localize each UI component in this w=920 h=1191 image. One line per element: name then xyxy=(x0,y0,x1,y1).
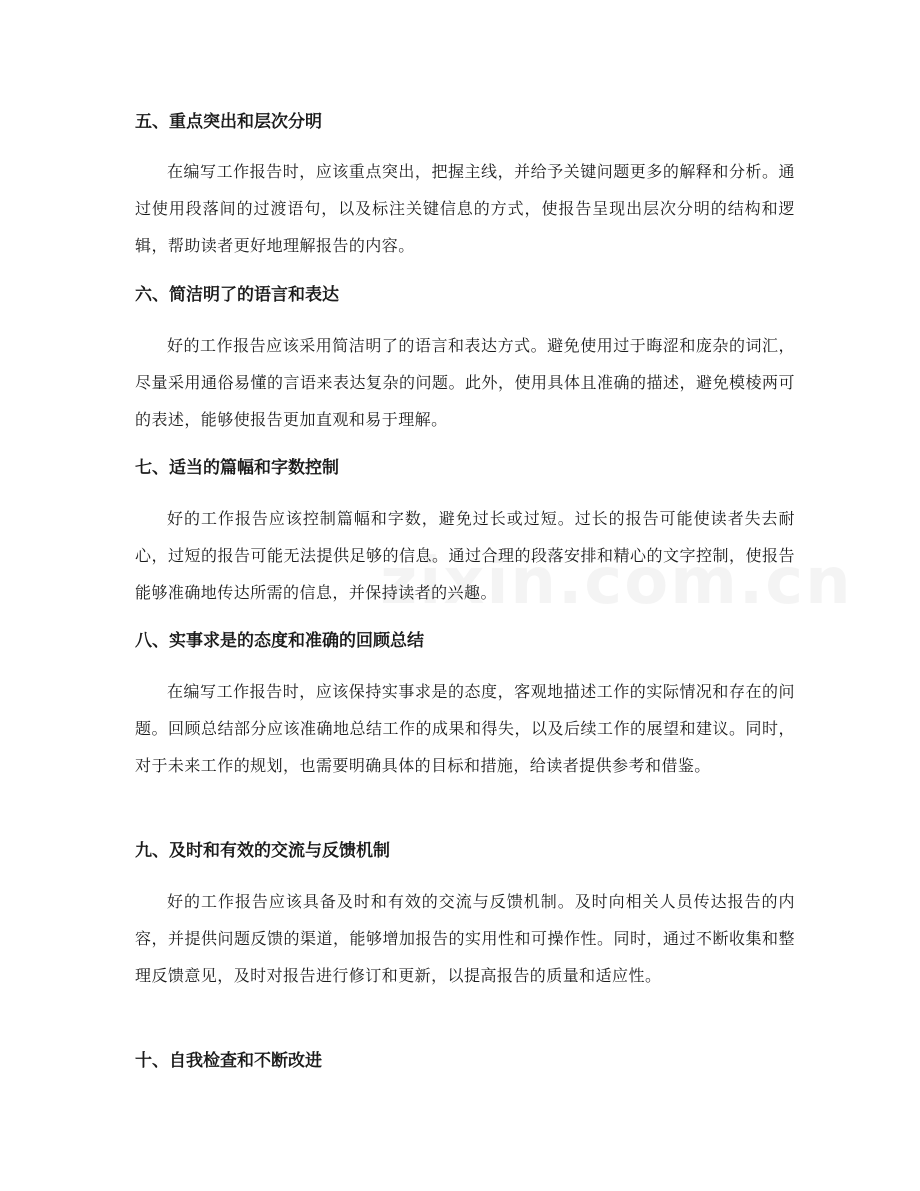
section-body-8: 在编写工作报告时，应该保持实事求是的态度，客观地描述工作的实际情况和存在的问题。回顾总结部分应该准确地总结工作的成果和得失，以及后续工作的展望和建议。同时，对于未来工作的规划，也需要明确具体的目标和措施，给读者提供参考和借鉴。 xyxy=(135,682,795,775)
section-body-6: 好的工作报告应该采用简洁明了的语言和表达方式。避免使用过于晦涩和庞杂的词汇，尽量采用通俗易懂的言语来表达复杂的问题。此外，使用具体且准确的描述，避免模棱两可的表述，能够使报告更加直观和易于理解。 xyxy=(135,336,795,429)
section-heading-9: 九、及时和有效的交流与反馈机制 xyxy=(135,841,390,861)
section-heading-6: 六、简洁明了的语言和表达 xyxy=(135,285,339,305)
section-body-5: 在编写工作报告时，应该重点突出，把握主线，并给予关键问题更多的解释和分析。通过使用段落间的过渡语句，以及标注关键信息的方式，使报告呈现出层次分明的结构和逻辑，帮助读者更好地理解报告的内容。 xyxy=(135,162,795,255)
section-heading-10: 十、自我检查和不断改进 xyxy=(135,1051,322,1071)
section-heading-5: 五、重点突出和层次分明 xyxy=(135,112,322,132)
section-body-7: 好的工作报告应该控制篇幅和字数，避免过长或过短。过长的报告可能使读者失去耐心，过短的报告可能无法提供足够的信息。通过合理的段落安排和精心的文字控制，使报告能够准确地传达所需的信息，并保持读者的兴趣。 xyxy=(135,509,795,602)
section-heading-7: 七、适当的篇幅和字数控制 xyxy=(135,458,339,478)
section-heading-8: 八、实事求是的态度和准确的回顾总结 xyxy=(135,631,424,651)
section-body-9: 好的工作报告应该具备及时和有效的交流与反馈机制。及时向相关人员传达报告的内容，并提供问题反馈的渠道，能够增加报告的实用性和可操作性。同时，通过不断收集和整理反馈意见，及时对报告进行修订和更新，以提高报告的质量和适应性。 xyxy=(135,892,795,985)
